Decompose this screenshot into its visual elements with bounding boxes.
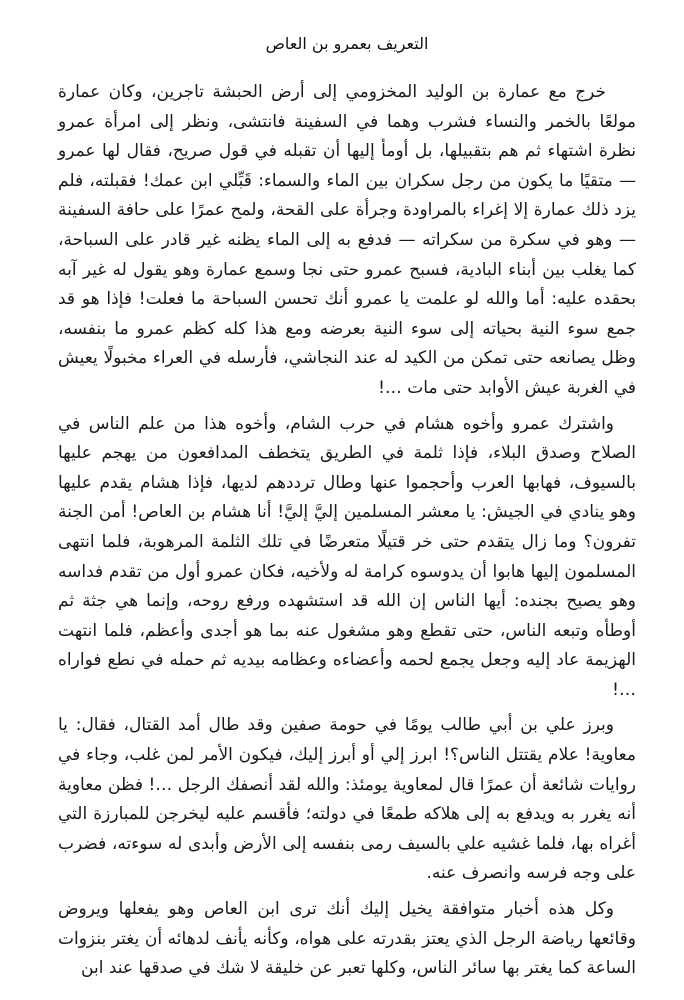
- paragraph: وبرز علي بن أبي طالب يومًا في حومة صفين وقد طال أمد القتال، فقال: يا معاوية! علام يقتتل الناس؟! ابرز إلي أو أبرز إليك، فيكون الأمر لمن غلب، وجاء في روايات شائعة أن عمرًا قال لمعاوية يومئذ: والله لقد أنصفك الرجل …! فظن معاوية أنه يغرر به ويدفع به إلى هلاكه طمعًا في دولته؛ فأقسم عليه ليخرجن للمبارزة التي أغراه بها، فلما غشيه علي بالسيف رمى بنفسه إلى الأرض وأبدى له سوءته، فضرب على وجه فرسه وانصرف عنه.: [58, 715, 636, 884]
- paragraph: وكل هذه أخبار متوافقة يخيل إليك أنك ترى ابن العاص وهو يفعلها ويروض وقائعها رياضة الرجل الذي يعتز بقدرته على هواه، وكأنه يأنف لدهائه أن يغتر بنزوات الساعة كما يغتر بها سائر الناس، وكلها تعبر عن خليقة لا شك في صدقها عند ابن: [58, 899, 636, 979]
- running-head: التعريف بعمرو بن العاص: [265, 34, 429, 53]
- body-text: [58, 78, 636, 984]
- paragraph: واشترك عمرو وأخوه هشام في حرب الشام، وأخوه هذا من علم الناس في الصلاح وصدق البلاء، فإذا ثلمة في الطريق يتخطف المدافعون من يهجم عليها بالسيوف، فهابها العرب وأحجموا عنها وطال ترددهم لديها، فإذا هشام يقدم عليها وهو ينادي في الجيش: يا معشر المسلمين إليَّ إليَّ! أنا هشام بن العاص! أمن الجنة تفرون؟ وما زال يتقدم حتى خر قتيلًا متعرضًا في تلك الثلمة المرهوبة، فلما انتهى المسلمون إليها هابوا أن يدوسوه كرامة له ولأخيه، فكان عمرو أول من تقدم فداسه وهو يصيح بجنده: أيها الناس إن الله قد استشهده ورفع روحه، وإنما هي جثة ثم أوطأه وتبعه الناس، حتى تقطع وهو مشغول عنه بما هو أجدى وأعظم، فلما انتهت الهزيمة عاد إليه وجعل يجمع لحمه وأعضاءه وعظامه بيديه ثم حمله في نطع فواراه …!: [58, 413, 636, 700]
- paragraph: خرج مع عمارة بن الوليد المخزومي إلى أرض الحبشة تاجرين، وكان عمارة مولعًا بالخمر والنساء فشرب وهما في السفينة فانتشى، ونظر إلى امرأة عمرو نظرة اشتهاء ثم هم بتقبيلها، بل أومأ إليها أن تقبله في قول صريح، فقال لها عمرو — متقيًا ما يكون من رجل سكران بين الماء والسماء: قَبِّلي ابن عمك! فقبلته، فلم يزد ذلك عمارة إلا إغراء بالمراودة وجرأة على القحة، ولمح عمرًا على حافة السفينة — وهو في سكرة من سكراته — فدفع به إلى الماء يظنه غير قادر على السباحة، كما يغلب بين أبناء البادية، فسبح عمرو حتى نجا وسمع عمارة وهو يقول له غير آبه بحقده عليه: أما والله لو علمت يا عمرو أنك تحسن السباحة ما فعلت! فإذا هو قد جمع سوء النية بحياته إلى سوء النية بعرضه ومع هذا كله كظم عمرو ما بنفسه، وظل يصانعه حتى تمكن من الكيد له عند النجاشي، فأرسله في العراء مخبولًا يعيش في الغربة عيش الأوابد حتى مات …!: [58, 82, 636, 398]
